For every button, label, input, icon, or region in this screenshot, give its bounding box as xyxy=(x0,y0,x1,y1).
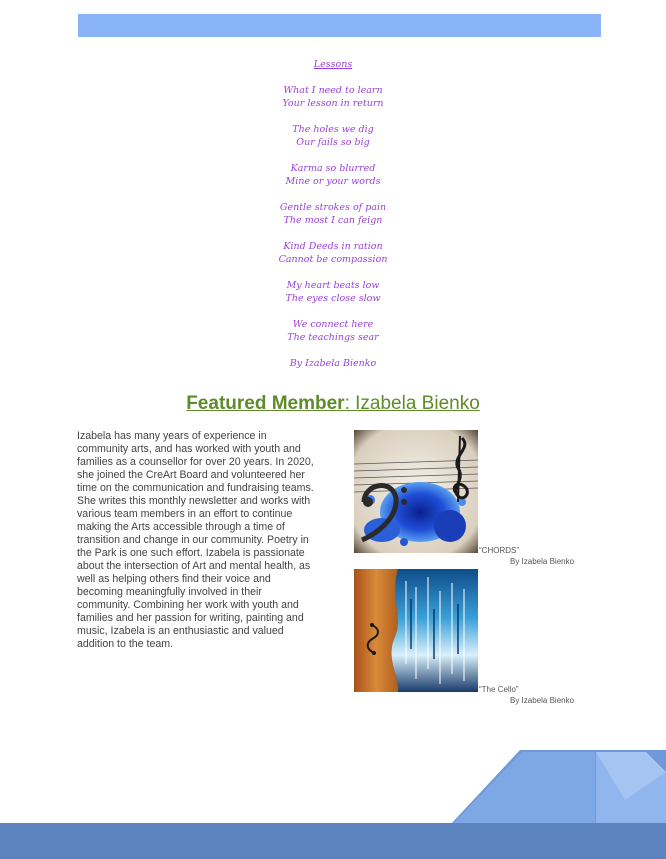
poem-line: What I need to learn xyxy=(283,84,383,96)
artwork-title: “CHORDS” xyxy=(479,546,519,555)
poem-stanza xyxy=(0,201,666,228)
poem-line: Kind Deeds in ration xyxy=(283,240,383,252)
poem-byline: By Izabela Bienko xyxy=(289,357,377,369)
poem-line: The most I can feign xyxy=(283,215,383,226)
poem-stanza xyxy=(0,318,666,345)
poem-line: The eyes close slow xyxy=(285,293,381,304)
poem-stanza xyxy=(0,279,666,306)
featured-label: Featured Member xyxy=(186,393,345,414)
poem-line: Gentle strokes of pain xyxy=(279,201,387,213)
chords-painting xyxy=(354,430,478,553)
cello-painting xyxy=(354,569,478,692)
featured-name: : Izabela Bienko xyxy=(344,393,480,414)
poem-line: Your lesson in return xyxy=(282,98,384,109)
poem-line: The teachings sear xyxy=(287,332,379,343)
poem-line: Our fails so big xyxy=(296,137,370,148)
poem-line: Mine or your words xyxy=(285,176,381,187)
artwork-credit: By Izabela Bienko xyxy=(510,696,575,705)
poem-line: The holes we dig xyxy=(292,123,374,135)
featured-member-heading xyxy=(0,393,666,415)
poem-line: Karma so blurred xyxy=(290,162,376,174)
header-band xyxy=(78,14,601,37)
artwork-title: “The Cello” xyxy=(479,685,519,694)
poem xyxy=(0,58,666,370)
poem-line: Cannot be compassion xyxy=(278,254,388,265)
poem-stanza xyxy=(0,240,666,267)
poem-stanza xyxy=(0,123,666,150)
poem-title: Lessons xyxy=(313,59,353,70)
footer-bar xyxy=(0,823,666,859)
poem-line: My heart beats low xyxy=(286,279,380,291)
corner-decoration xyxy=(450,750,666,825)
artwork-credit: By Izabela Bienko xyxy=(510,557,575,566)
member-bio: Izabela has many years of experience in community arts, and has worked with youth and families as a counsellor for over 20 years. In 2020, she joined the CreArt Board and volunteered her time on the communication and fundraising teams. She writes this monthly newsletter and works with various team members in an effort to continue making the Arts accessible through a time of transition and change in our community. Poetry in the Park is one such effort. Izabela is passionate about the intersection of Art and mental health, as well as helping others find their voice and becoming meaningfully involved in their community. Combining her work with youth and families and her passion for writing, painting and music, Izabela is an enthusiastic and valued addition to the team. xyxy=(77,430,314,650)
poem-stanza xyxy=(0,84,666,111)
poem-stanza xyxy=(0,162,666,189)
poem-line: We connect here xyxy=(292,318,374,330)
